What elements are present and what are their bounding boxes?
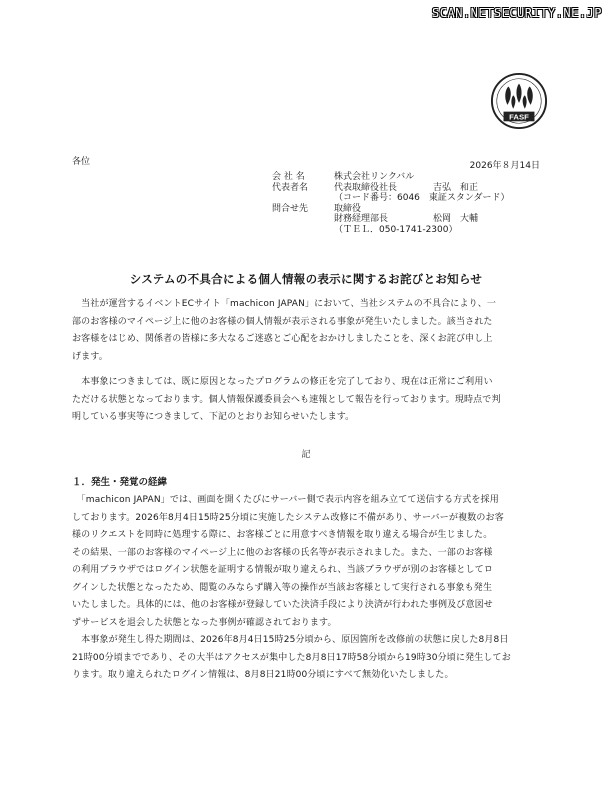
sender-value: 財務経理部長 松岡 大輔 [334,214,479,224]
sender-row [272,204,510,215]
status-paragraph [72,374,542,427]
text-line: いたしました。具体的には、他のお客様が登録していた決済手段により決済が行われた事例及び意図せ [72,600,493,610]
sender-label: 問合せ先 [272,203,309,214]
text-line: お客様をはじめ、関係者の皆様に多大なるご迷惑とご心配をおかけしましたことを、深くお詫び申し上 [72,334,493,344]
fasf-seal-logo [490,72,548,130]
text-line: 当社が運営するイベントECサイト「machicon JAPAN」において、当社システムの不具合により、一 [72,299,497,309]
sender-value: （ＴＥＬ．050-1741-2300） [334,224,458,235]
text-line: ただける状態となっております。個人情報保護委員会へも速報として報告を行っております。現時点で判 [72,394,501,405]
text-line: ります。取り違えられたログイン情報は、8月8日21時00分頃にすべて無効化いたしました。 [72,670,454,680]
text-line: 本事象につきましては、既に原因となったプログラムの修正を完了しており、現在は正常にご利用い [72,377,493,387]
sender-row [272,225,510,236]
sender-label [272,214,334,225]
sender-block [272,172,510,235]
ki-marker: 記 [301,450,311,460]
text-line: 部のお客様のマイページ上に他のお客様の個人情報が表示される事象が発生いたしました。該当された [72,316,493,327]
text-line: げます。 [72,351,108,362]
document-title: システムの不具合による個人情報の表示に関するお詫びとお知らせ [129,272,483,286]
addressee: 各位 [72,157,91,167]
sender-label [272,193,334,204]
sender-label: 会 社 名 [272,172,305,182]
sender-value: （コード番号：6046 東証スタンダード） [334,193,510,203]
text-line: その結果、一部のお客様のマイページ上に他のお客様の氏名等が表示されました。また、一部のお客様 [72,547,493,558]
text-line: 明している事実等につきまして、下記のとおりお知らせいたします。 [72,412,355,422]
text-line: グインした状態となったため、閲覧のみならず購入等の操作が当該お客様として実行される事象も発生 [72,582,493,593]
sender-label: 代表者名 [272,182,309,193]
sender-row [272,193,510,204]
sender-value: 取締役 [334,203,362,214]
section-paragraph [72,632,542,685]
intro-paragraph [72,296,542,366]
text-line: 「machicon JAPAN」では、画面を開くたびにサーバー側で表示内容を組み立てて送信する方式を採用 [72,495,499,505]
text-line: の利用ブラウザではログイン状態を証明する情報が取り違えられ、当該ブラウザが別のお客様としてロ [72,565,493,575]
sender-row [272,172,510,183]
text-line: しております。2026年8月4日15時25分頃に実施したシステム改修に不備があり、サーバーが複数のお客 [72,512,504,523]
source-watermark: SCAN.NETSECURITY.NE.JP [432,6,602,20]
document-date: 2026年８月14日 [469,161,540,171]
sender-row [272,183,510,194]
section-paragraph [72,492,542,632]
text-line: ずサービスを退会した状態となった事例が確認されております。 [72,617,337,628]
seal-label: FASF [509,112,529,122]
sender-label [272,225,334,236]
sender-value: 代表取締役社長 吉弘 和正 [334,182,479,193]
section-heading: １．発生・発覚の経緯 [72,477,168,488]
sender-row [272,214,510,225]
text-line: 様のリクエストを同時に処理する際に、お客様ごとに用意すべき情報を取り違える場合が生じました。 [72,530,493,540]
text-line: 21時00分頃までであり、その大半はアクセスが集中した8月8日17時58分頃から19時30分頃に発生してお [72,652,511,663]
sender-value: 株式会社リンクバル [334,172,415,182]
text-line: 本事象が発生し得た期間は、2026年8月4日15時25分頃から、原因箇所を改修前の状態に戻した8月8日 [72,635,509,645]
